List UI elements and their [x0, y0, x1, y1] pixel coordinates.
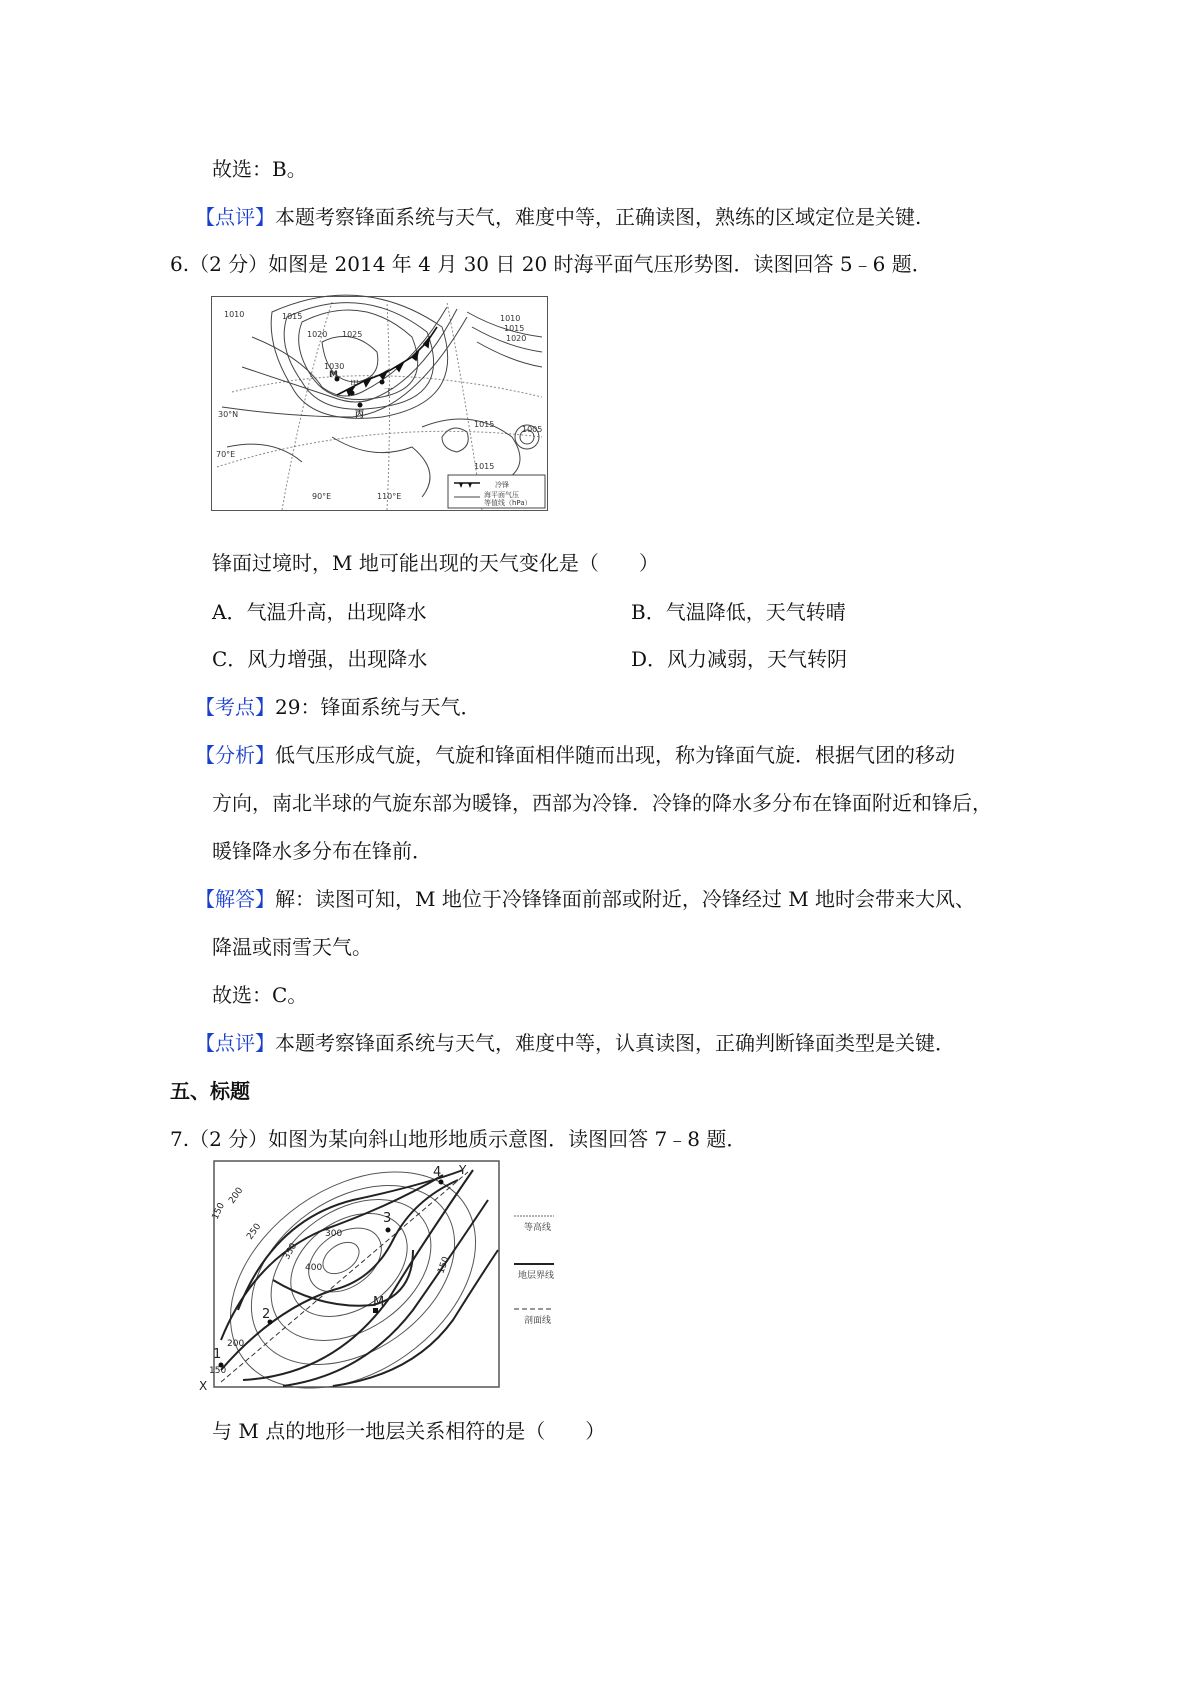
legend-profile-label: 剖面线	[524, 1316, 552, 1326]
isobar-label: 1015	[504, 324, 525, 333]
fenxi-line-2: 方向，南北半球的气旋东部为暖锋，西部为冷锋．冷锋的降水多分布在锋面附近和锋后，	[212, 791, 992, 815]
jieda-text-1: 解：读图可知，M 地位于冷锋锋面前部或附近，冷锋经过 M 地时会带来大风、	[275, 887, 976, 911]
contour-label: 350	[281, 1241, 300, 1262]
contour-label: 300	[325, 1229, 343, 1239]
point-1-label: 1	[213, 1347, 222, 1362]
isobar-label: 1020	[307, 330, 328, 339]
point-label: 丁	[384, 388, 394, 398]
latitude-label: 70°E	[216, 450, 236, 459]
isobar-label: 1025	[342, 330, 363, 339]
contour-label: 400	[305, 1263, 323, 1273]
option-b: B．气温降低，天气转晴	[631, 600, 846, 624]
question-7: 7.（2 分）如图为某向斜山地形地质示意图．读图回答 7﹣8 题．	[170, 1127, 747, 1151]
axis-x-label: X	[199, 1379, 208, 1393]
jieda-line-1	[195, 885, 975, 913]
syncline-legend	[510, 1210, 570, 1330]
isobar-label: 1015	[474, 462, 495, 471]
legend-contour-label: 等高线	[524, 1223, 552, 1233]
answer-line-b: 故选：B。	[212, 157, 307, 181]
point-label: 甲	[350, 380, 360, 390]
kaodian-text: 29：锋面系统与天气．	[275, 695, 481, 719]
comment-tag: 【点评】	[195, 205, 275, 229]
question-6-stem: 锋面过境时，M 地可能出现的天气变化是（ ）	[212, 551, 659, 575]
option-a: A．气温升高，出现降水	[212, 600, 427, 624]
isobar-label: 1020	[506, 334, 527, 343]
fenxi-line-1	[195, 741, 955, 769]
jieda-tag: 【解答】	[195, 887, 275, 911]
question-7-stem: 与 M 点的地形一地层关系相符的是（ ）	[212, 1419, 606, 1443]
point-label: 丙	[355, 410, 365, 420]
contour-label: 200	[227, 1339, 245, 1349]
pressure-chart-figure	[211, 296, 548, 511]
syncline-legend-svg	[510, 1210, 570, 1330]
isobar-label: 1015	[282, 312, 303, 321]
comment-text-2: 本题考察锋面系统与天气，难度中等，认真读图，正确判断锋面类型是关键．	[275, 1031, 955, 1055]
contour-label: 250	[245, 1221, 264, 1242]
isobar-label: 1010	[224, 310, 245, 319]
comment-line-2	[195, 1029, 955, 1057]
pressure-chart-legend	[448, 475, 545, 508]
longitude-label: 110°E	[377, 492, 402, 501]
contour-label: 150	[436, 1255, 452, 1276]
syncline-map-svg	[199, 1160, 500, 1393]
comment-text: 本题考察锋面系统与天气，难度中等，正确读图，熟练的区域定位是关键.	[275, 205, 922, 229]
isobar-label: 1010	[500, 314, 521, 323]
question-6: 6.（2 分）如图是 2014 年 4 月 30 日 20 时海平面气压形势图．读图回答 5﹣6 题．	[170, 252, 932, 276]
kaodian-tag: 【考点】	[195, 695, 275, 719]
isobar-label: 1030	[324, 362, 345, 371]
legend-isobar-label: 海平面气压	[484, 491, 519, 499]
fenxi-tag: 【分析】	[195, 743, 275, 767]
fenxi-line-3: 暖锋降水多分布在锋前．	[212, 839, 432, 863]
isobar-label: 1015	[474, 420, 495, 429]
comment-tag-2: 【点评】	[195, 1031, 275, 1055]
contour-label: 150	[209, 1366, 227, 1376]
fenxi-text-1: 低气压形成气旋，气旋和锋面相伴随而出现，称为锋面气旋．根据气团的移动	[275, 743, 955, 767]
longitude-label: 90°E	[312, 492, 332, 501]
option-d: D．风力减弱，天气转阴	[631, 647, 848, 671]
point-4-label: 4	[433, 1165, 442, 1180]
answer-line-c: 故选：C。	[212, 983, 308, 1007]
jieda-line-2: 降温或雨雪天气。	[212, 935, 372, 959]
legend-strata-label: 地层界线	[518, 1271, 555, 1281]
isobar-label: 1005	[522, 425, 543, 434]
section-heading: 五、标题	[170, 1079, 250, 1103]
contour-label: 150	[210, 1201, 227, 1222]
kaodian-line	[195, 693, 480, 721]
contour-label: 200	[227, 1185, 246, 1206]
axis-y-label: Y	[459, 1163, 467, 1177]
legend-front-label: 冷锋	[495, 481, 509, 489]
comment-line-1	[195, 203, 921, 231]
point-3-label: 3	[383, 1211, 392, 1226]
syncline-map-figure	[199, 1160, 500, 1393]
point-2-label: 2	[262, 1307, 271, 1322]
legend-isobar-unit: 等值线（hPa）	[484, 499, 532, 507]
point-m-label: M	[373, 1295, 385, 1310]
option-c: C．风力增强，出现降水	[212, 647, 428, 671]
point-label: M	[329, 370, 338, 380]
pressure-chart-svg	[212, 297, 547, 510]
latitude-label: 30°N	[218, 410, 239, 419]
